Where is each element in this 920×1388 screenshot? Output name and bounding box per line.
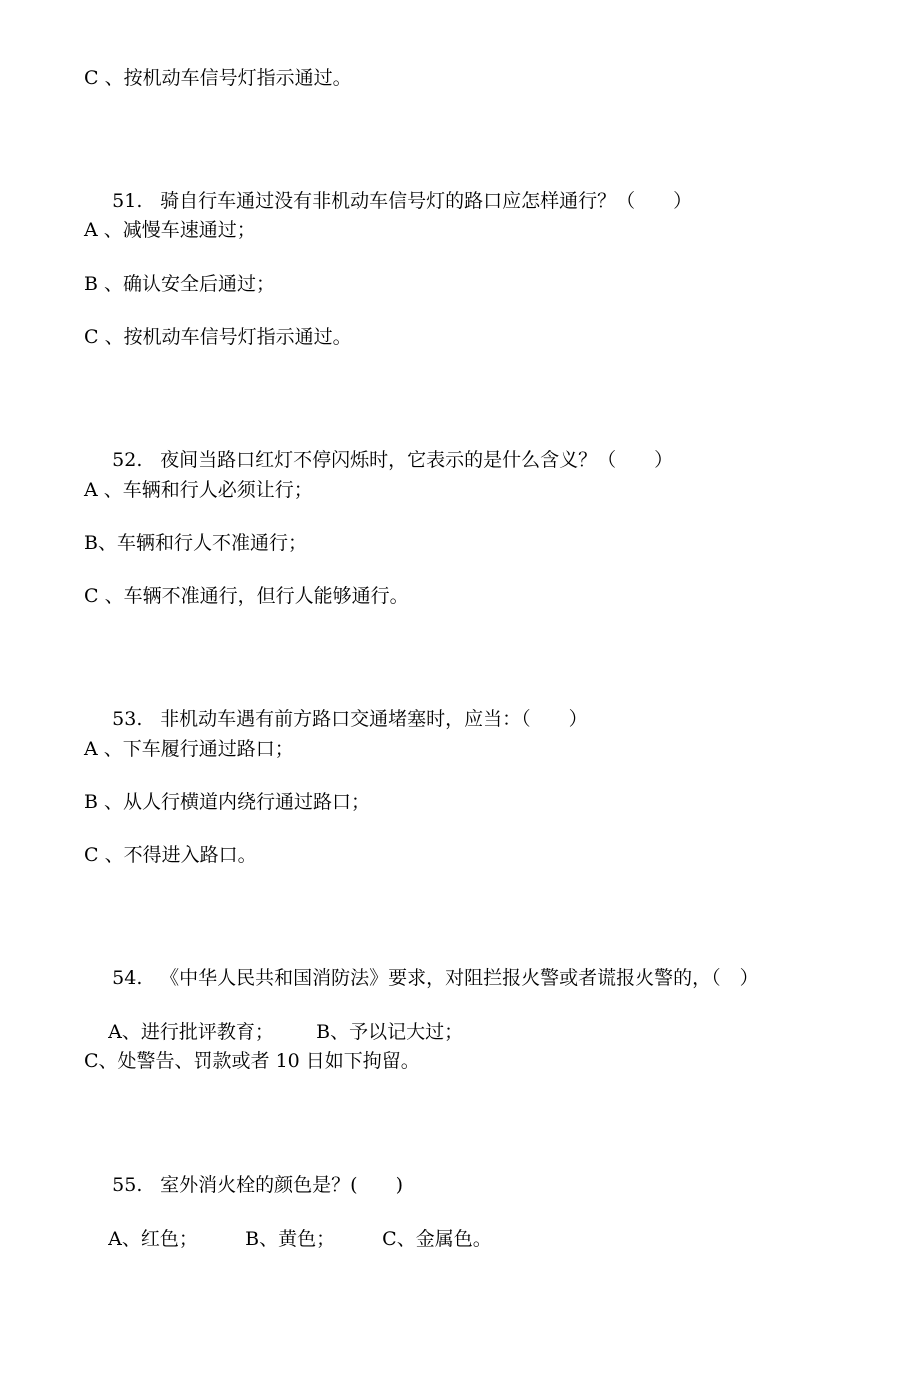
- q52-option-b: B、车辆和行人不准通行；: [84, 532, 307, 554]
- question-number: 53.: [112, 708, 143, 730]
- question-text: 非机动车遇有前方路口交通堵塞时，应当：（ ）: [160, 708, 588, 730]
- q51-option-c: C 、按机动车信号灯指示通过。: [84, 326, 352, 348]
- question-number: 55.: [112, 1174, 143, 1196]
- question-text: 室外消火栓的颜色是？( ): [160, 1174, 403, 1196]
- q53-option-a: A 、下车履行通过路口；: [84, 738, 294, 760]
- q53-option-c: C 、不得进入路口。: [84, 844, 257, 866]
- q55-option-a: A、红色；: [108, 1228, 198, 1250]
- q54-option-a: A、进行批评教育；: [108, 1021, 274, 1043]
- q54-option-b: B、予以记大过；: [316, 1021, 464, 1043]
- q55-option-b: B、黄色；: [245, 1228, 336, 1250]
- question-number: 51.: [112, 190, 143, 212]
- q53-option-b: B 、从人行横道内绕行通过路口；: [84, 791, 371, 813]
- question-text: 骑自行车通过没有非机动车信号灯的路口应怎样通行？（ ）: [160, 190, 693, 212]
- question-text: 夜间当路口红灯不停闪烁时，它表示的是什么含义？（ ）: [160, 449, 674, 471]
- q54-option-c: C、处警告、罚款或者 10 日如下拘留。: [84, 1050, 420, 1072]
- q55-options: [84, 1203, 492, 1275]
- q51-option-b: B 、确认安全后通过；: [84, 273, 276, 295]
- question-number: 52.: [112, 449, 143, 471]
- question-number: 54.: [112, 967, 143, 989]
- q52-option-a: A 、车辆和行人必须让行；: [84, 479, 313, 501]
- prev-option-c: C 、按机动车信号灯指示通过。: [84, 67, 352, 89]
- q52-option-c: C 、车辆不准通行，但行人能够通行。: [84, 585, 409, 607]
- q51-option-a: A 、减慢车速通过；: [84, 219, 256, 241]
- q55-option-c: C、金属色。: [382, 1228, 492, 1250]
- question-text: 《中华人民共和国消防法》要求，对阻拦报火警或者谎报火警的，（ ）: [160, 967, 759, 989]
